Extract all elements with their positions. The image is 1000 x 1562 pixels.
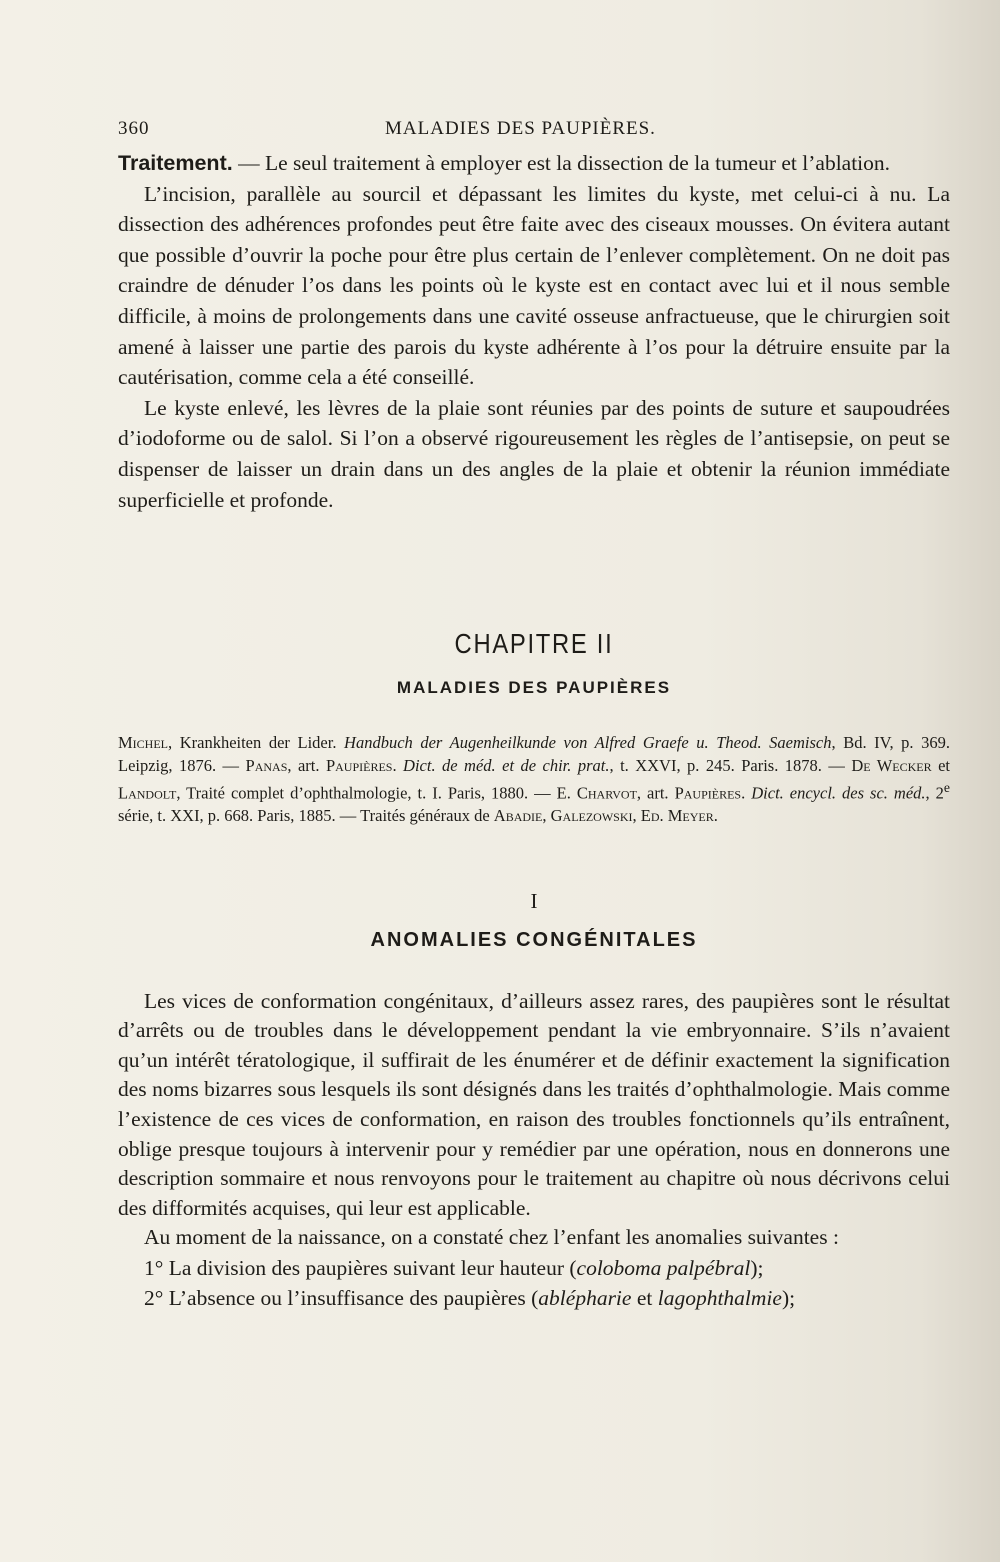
biblio-text: , 2 — [925, 783, 944, 803]
biblio-text: , Krankheiten der Lider. — [168, 733, 345, 753]
traitement-text-1: — Le seul traitement à employer est la dissection de la tumeur et l’ablation. — [232, 151, 891, 175]
biblio-text: , art. — [636, 783, 675, 803]
biblio-text: et — [931, 755, 950, 775]
biblio-text: . — [741, 783, 752, 803]
list-item-text: ); — [750, 1255, 764, 1280]
running-title: MALADIES DES PAUPIÈRES. — [385, 118, 656, 139]
list-item-text: ); — [781, 1285, 796, 1310]
list-item-text: L’absence ou l’insuffisance des paupières ( — [163, 1285, 539, 1310]
traitement-paragraph-3: Le kyste enlevé, les lèvres de la plaie sont réunies par des points de suture et saupoudrées d’iodoforme ou de salol. Si l’on a observé rigoureusement les règles de l’antisepsie, on peut se dispenser de laisser un drain dans un des angles de la plaie et obtenir la réunion immédiate superficielle et profonde. — [118, 395, 950, 512]
biblio-text: , art. — [287, 755, 326, 775]
list-item-text: La division des paupières suivant leur hauteur ( — [163, 1255, 577, 1280]
list-item — [118, 1283, 950, 1313]
list-item-number: 1° — [144, 1255, 164, 1280]
list-item-term: ablépharie — [538, 1285, 632, 1310]
author-charvot: Charvot — [576, 783, 637, 803]
list-item-number: 2° — [144, 1285, 164, 1310]
article-paupieres: Paupières — [674, 783, 742, 803]
author-meyer: Ed. Meyer — [640, 806, 714, 826]
traitement-paragraph-2: L’incision, parallèle au sourcil et dépassant les limites du kyste, met celui-ci à nu. La dissection des adhérences profondes peut être faite avec des ciseaux mousses. On évitera autant que possible d’ouvrir la poche pour être plus certain de l’enlever complètement. On ne doit pas craindre de dénuder l’os dans les points où le kyste est en contact avec lui et il nous semble difficile, à moins de prolongements dans une cavité osseuse anfractueuse, que le chirurgien soit amené à laisser une partie des parois du kyste adhérente à l’os pour la détruire ensuite par la cautérisation, comme cela a été conseillé. — [118, 181, 950, 390]
page-content — [118, 118, 950, 1313]
anomalies-paragraph-2: Au moment de la naissance, on a constaté chez l’enfant les anomalies suivantes : — [144, 1225, 839, 1250]
author-panas: Panas — [245, 755, 288, 775]
author-michel: Michel — [118, 733, 168, 753]
biblio-work-title: Dict. de méd. et de chir. prat. — [403, 755, 610, 775]
author-abadie: Abadie — [493, 806, 543, 826]
list-item-term: lagophthalmie — [657, 1285, 782, 1310]
article-paupieres: Paupières — [325, 755, 393, 775]
list-item-term: coloboma palpébral — [576, 1255, 751, 1280]
bibliography — [118, 732, 950, 828]
page-number: 360 — [118, 118, 150, 139]
anomalies-body — [118, 987, 950, 1313]
anomalies-paragraph-1: Les vices de conformation congénitaux, d’ailleurs assez rares, des paupières sont le résultat d’arrêts ou de troubles dans le développement pendant la vie embryonnaire. S’ils n’avaient qu’un intérêt tératologique, il suffirait de les énumérer et de définir exactement la signification des noms bizarres sous lesquels ils sont désignés dans les traités d’ophthalmologie. Mais comme l’existence de ces vices de conformation, en raison des troubles fonctionnels qu’ils entraînent, oblige presque toujours à intervenir pour y remédier par une opération, nous en donnerons une description sommaire et nous renvoyons pour le traitement au chapitre où nous décrivons celui des difformités acquises, qui leur est applicable. — [118, 988, 950, 1220]
list-item-text: et — [631, 1285, 658, 1310]
traitement-heading: Traitement. — [118, 151, 233, 175]
biblio-work-title: Handbuch der Augenheilkunde von Alfred Graefe u. Theod. Saemisch — [344, 733, 832, 753]
section-title: ANOMALIES CONGÉNITALES — [370, 928, 698, 951]
biblio-text: série, t. XXI, p. 668. Paris, 1885. — Traités généraux de — [118, 806, 494, 826]
biblio-text: , — [542, 806, 551, 826]
chapter-title: CHAPITRE II — [454, 628, 614, 660]
biblio-text: , Bd. IV, p. 369. Leipzig, 1876. — — [118, 733, 950, 775]
anomalies-list — [118, 1253, 950, 1313]
section-number: I — [530, 888, 538, 913]
biblio-text: , Traité complet d’ophthalmologie, t. I. Paris, 1880. — E. — [176, 783, 577, 803]
biblio-text: . — [713, 806, 718, 826]
running-head — [118, 118, 950, 148]
author-landolt: Landolt — [118, 783, 177, 803]
biblio-work-title: Dict. encycl. des sc. méd. — [751, 783, 926, 803]
biblio-text: , — [632, 806, 641, 826]
author-de-wecker: De Wecker — [851, 755, 932, 775]
biblio-text: , t. XXVI, p. 245. Paris. 1878. — — [609, 755, 852, 775]
biblio-superscript: e — [943, 780, 951, 796]
chapter-subtitle: MALADIES DES PAUPIÈRES — [396, 678, 672, 698]
traitement-paragraph-1 — [118, 148, 950, 179]
list-item — [118, 1253, 950, 1283]
biblio-text: . — [392, 755, 404, 775]
author-galezowski: Galezowski — [550, 806, 633, 826]
